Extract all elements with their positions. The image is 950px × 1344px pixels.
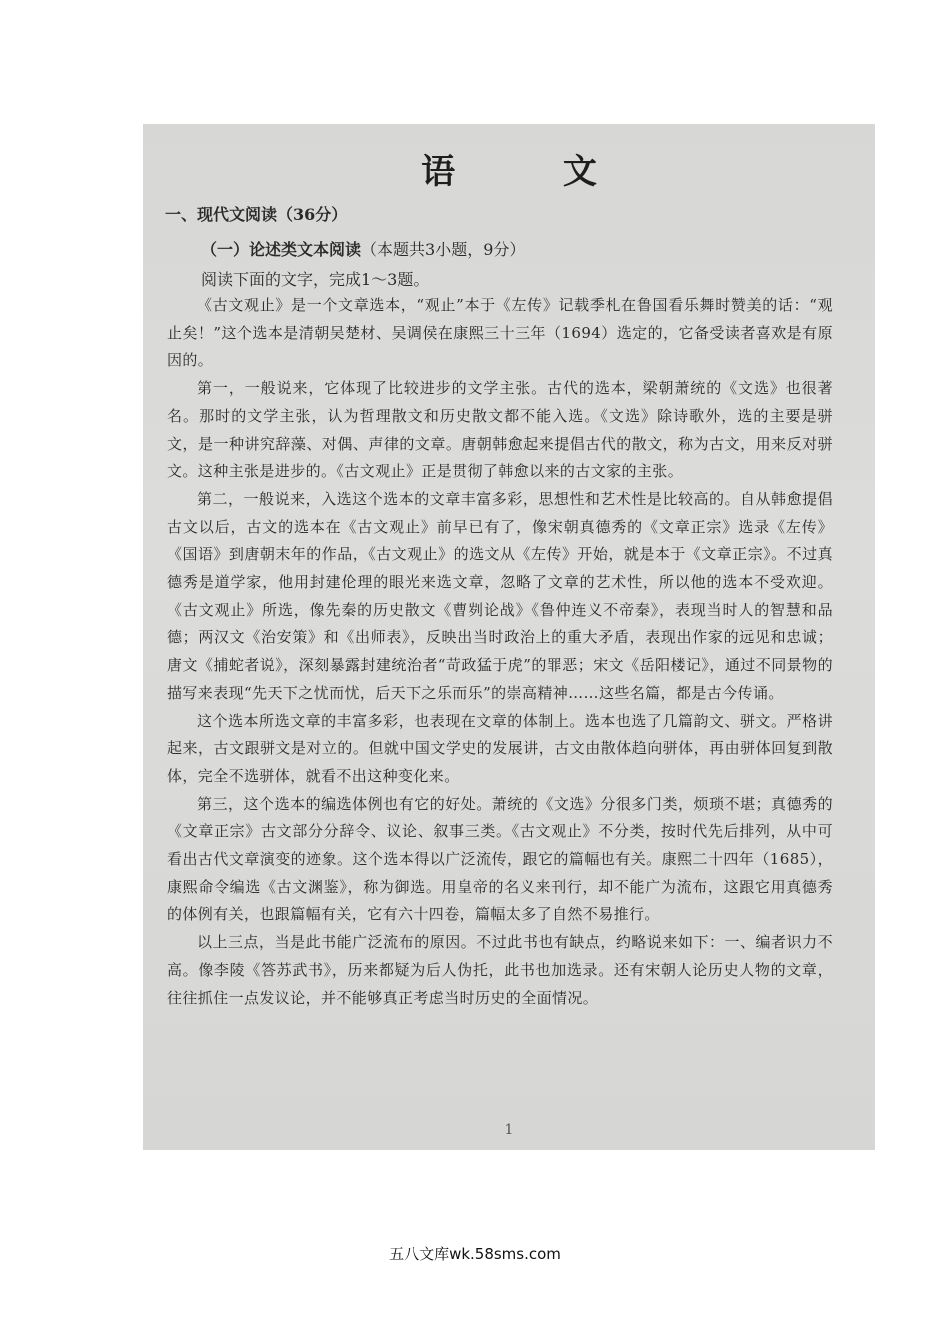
reading-instruction: 阅读下面的文字，完成1～3题。	[201, 270, 430, 289]
subsection-label: （一）论述类文本阅读	[201, 240, 362, 259]
subsection-heading	[201, 237, 525, 260]
subsection-note: （本题共3小题，9分）	[361, 240, 526, 259]
site-watermark-text: 五八文库wk.58sms.com	[389, 1245, 561, 1263]
article-paragraph: 第一，一般说来，它体现了比较进步的文学主张。古代的选本，梁朝萧统的《文选》也很著名。那时的文学主张，认为哲理散文和历史散文都不能入选。《文选》除诗歌外，选的主要是骈文，是一种讲究辞藻、对偶、声律的文章。唐朝韩愈起来提倡古代的散文，称为古文，用来反对骈文。这种主张是进步的。《古文观止》正是贯彻了韩愈以来的古文家的主张。	[167, 379, 833, 481]
article-paragraph: 《古文观止》是一个文章选本，“观止”本于《左传》记载季札在鲁国看乐舞时赞美的话：“观止矣！”这个选本是清朝吴楚材、吴调侯在康熙三十三年（1694）选定的，它备受读者喜欢是有原因的。	[167, 296, 833, 370]
article-paragraph: 以上三点，当是此书能广泛流布的原因。不过此书也有缺点，约略说来如下：一、编者识力不高。像李陵《答苏武书》，历来都疑为后人伪托，此书也加选录。还有宋朝人论历史人物的文章，往往抓住一点发议论，并不能够真正考虑当时历史的全面情况。	[167, 933, 833, 1007]
article-paragraph: 第二，一般说来，入选这个选本的文章丰富多彩，思想性和艺术性是比较高的。自从韩愈提倡古文以后，古文的选本在《古文观止》前早已有了，像宋朝真德秀的《文章正宗》选录《左传》《国语》到唐朝末年的作品，《古文观止》的选文从《左传》开始，就是本于《文章正宗》。不过真德秀是道学家，他用封建伦理的眼光来选文章，忽略了文章的艺术性，所以他的选本不受欢迎。《古文观止》所选，像先秦的历史散文《曹刿论战》《鲁仲连义不帝秦》，表现当时人的智慧和品德；两汉文《治安策》和《出师表》，反映出当时政治上的重大矛盾，表现出作家的远见和忠诚；唐文《捕蛇者说》，深刻暴露封建统治者“苛政猛于虎”的罪恶；宋文《岳阳楼记》，通过不同景物的描写来表现“先天下之忧而忧，后天下之乐而乐”的崇高精神……这些名篇，都是古今传诵。	[167, 489, 833, 702]
section-heading: 一、现代文阅读（36分）	[165, 205, 348, 224]
article-body	[167, 292, 833, 1012]
article-paragraph: 这个选本所选文章的丰富多彩，也表现在文章的体制上。选本也选了几篇韵文、骈文。严格讲起来，古文跟骈文是对立的。但就中国文学史的发展讲，古文由散体趋向骈体，再由骈体回复到散体，完全不选骈体，就看不出这种变化来。	[167, 711, 833, 785]
article-paragraph: 第三，这个选本的编选体例也有它的好处。萧统的《文选》分很多门类，烦琐不堪；真德秀的《文章正宗》古文部分分辞令、议论、叙事三类。《古文观止》不分类，按时代先后排列，从中可看出古代文章演变的迹象。这个选本得以广泛流传，跟它的篇幅也有关。康熙二十四年（1685），康熙命令编选《古文渊鉴》，称为御选。用皇帝的名义来刊行，却不能广为流布，这跟它用真德秀的体例有关，也跟篇幅有关，它有六十四卷，篇幅太多了自然不易推行。	[167, 794, 833, 924]
page-number: 1	[504, 1122, 514, 1138]
scanned-page-photo	[143, 124, 875, 1150]
document-title: 语 文	[421, 152, 645, 192]
